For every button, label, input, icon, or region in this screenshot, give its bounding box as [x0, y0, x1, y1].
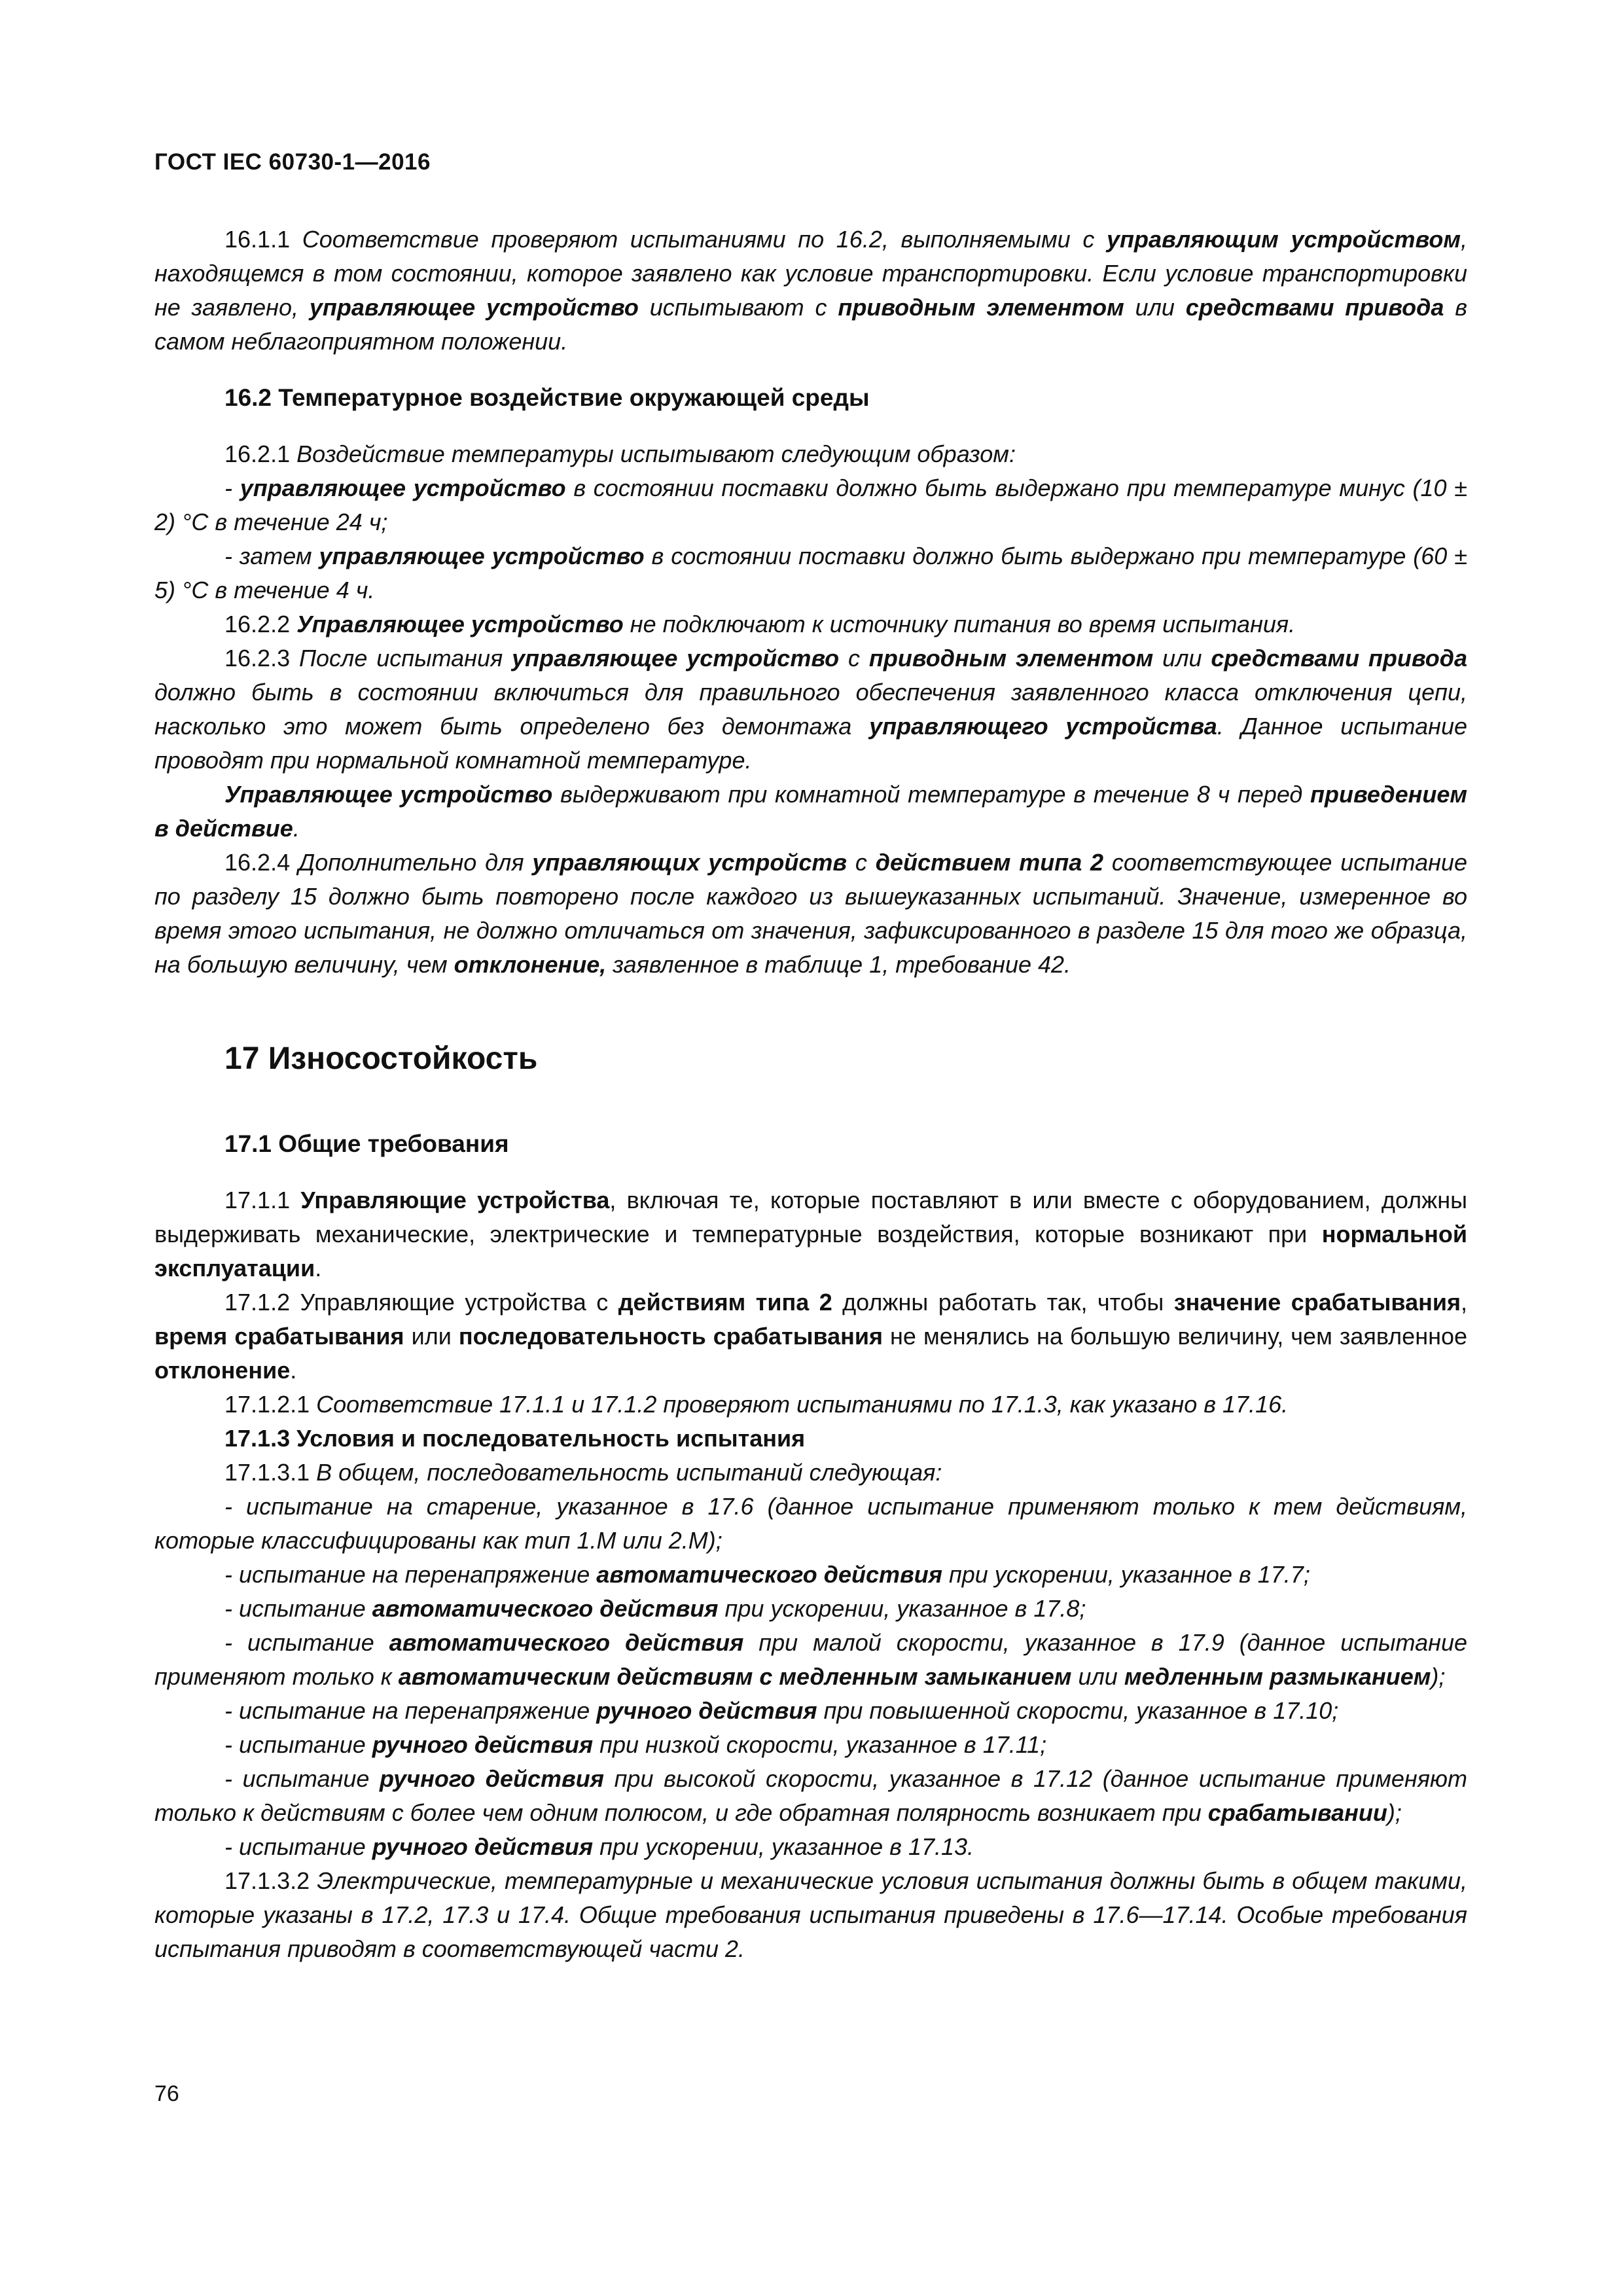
list-item: - испытание ручного действия при ускорении, указанное в 17.13.	[224, 1833, 974, 1860]
list-item: - испытание на перенапряжение автоматического действия при ускорении, указанное в 17.7;	[224, 1561, 1310, 1588]
heading-17-1-3: 17.1.3 Условия и последовательность испытания	[224, 1425, 806, 1452]
list-item: - испытание автоматического действия при ускорении, указанное в 17.8;	[224, 1595, 1086, 1622]
paragraph-16-2-1: 16.2.1 Воздействие температуры испытывают следующим образом:	[224, 440, 1016, 467]
list-item: - испытание на старение, указанное в 17.6 (данное испытание применяют только к тем действиям, которые классифицированы как тип 1.M или 2.M);	[154, 1493, 1467, 1554]
paragraph-16-1-1: 16.1.1 Соответствие проверяют испытаниями по 16.2, выполняемыми с управляющим устройством, находящемся в том состоянии, которое заявлено как условие транспортировки. Если условие транспортировки не заявлено, управляющее устройство испытывают с приводным элементом или средствами привода в самом неблагоприятном положении.	[154, 226, 1468, 355]
paragraph-16-2-3: 16.2.3 После испытания управляющее устройство с приводным элементом или средствами привода должно быть в состоянии включиться для правильного обеспечения заявленного класса отключения цепи, насколько это может быть определено без демонтажа управляющего устройства. Данное испытание проводят при нормальной комнатной температуре.	[154, 645, 1468, 774]
paragraph-17-1-1: 17.1.1 Управляющие устройства, включая те, которые поставляют в или вместе с оборудованием, должны выдерживать механические, электрические и температурные воздействия, которые возникают при нормальной эксплуатации.	[154, 1187, 1467, 1282]
heading-17-1: 17.1 Общие требования	[224, 1130, 509, 1157]
heading-section-17: 17 Износостойкость	[224, 1041, 538, 1076]
paragraph-17-1-2-1: 17.1.2.1 Соответствие 17.1.1 и 17.1.2 проверяют испытаниями по 17.1.3, как указано в 17.16.	[224, 1391, 1289, 1418]
list-item: - управляющее устройство в состоянии поставки должно быть выдержано при температуре минус (10 ± 2) °С в течение 24 ч;	[154, 475, 1467, 535]
document-body	[154, 223, 1467, 1966]
list-item: - затем управляющее устройство в состоянии поставки должно быть выдержано при температуре (60 ± 5) °С в течение 4 ч.	[154, 543, 1467, 603]
document-header: ГОСТ IEC 60730-1—2016	[154, 149, 431, 175]
list-item: - испытание ручного действия при высокой скорости, указанное в 17.12 (данное испытание применяют только к действиям с более чем одним полюсом, и где обратная полярность возникает при срабатывании);	[154, 1765, 1467, 1826]
paragraph-16-2-2: 16.2.2 Управляющее устройство не подключают к источнику питания во время испытания.	[224, 611, 1296, 637]
paragraph-17-1-2: 17.1.2 Управляющие устройства с действиям типа 2 должны работать так, чтобы значение срабатывания, время срабатывания или последовательность срабатывания не менялись на большую величину, чем заявленное отклонение.	[154, 1289, 1467, 1384]
paragraph-16-2-3-continued: Управляющее устройство выдерживают при комнатной температуре в течение 8 ч перед приведением в действие.	[154, 781, 1467, 842]
paragraph-17-1-3-2: 17.1.3.2 Электрические, температурные и механические условия испытания должны быть в общем такими, которые указаны в 17.2, 17.3 и 17.4. Общие требования испытания приведены в 17.6—17.14. Особые требования испытания приводят в соответствующей части 2.	[154, 1867, 1467, 1962]
list-item: - испытание на перенапряжение ручного действия при повышенной скорости, указанное в 17.10;	[224, 1697, 1339, 1724]
list-item: - испытание ручного действия при низкой скорости, указанное в 17.11;	[224, 1731, 1047, 1758]
heading-16-2: 16.2 Температурное воздействие окружающей среды	[224, 384, 870, 411]
paragraph-17-1-3-1: 17.1.3.1 В общем, последовательность испытаний следующая:	[224, 1459, 942, 1486]
paragraph-16-2-4: 16.2.4 Дополнительно для управляющих устройств с действием типа 2 соответствующее испытание по разделу 15 должно быть повторено после каждого из вышеуказанных испытаний. Значение, измеренное во время этого испытания, не должно отличаться от значения, зафиксированного в разделе 15 для того же образца, на большую величину, чем отклонение, заявленное в таблице 1, требование 42.	[154, 849, 1467, 978]
list-item: - испытание автоматического действия при малой скорости, указанное в 17.9 (данное испытание применяют только к автоматическим действиям с медленным замыканием или медленным размыканием);	[154, 1629, 1468, 1690]
page-number: 76	[154, 2081, 179, 2106]
